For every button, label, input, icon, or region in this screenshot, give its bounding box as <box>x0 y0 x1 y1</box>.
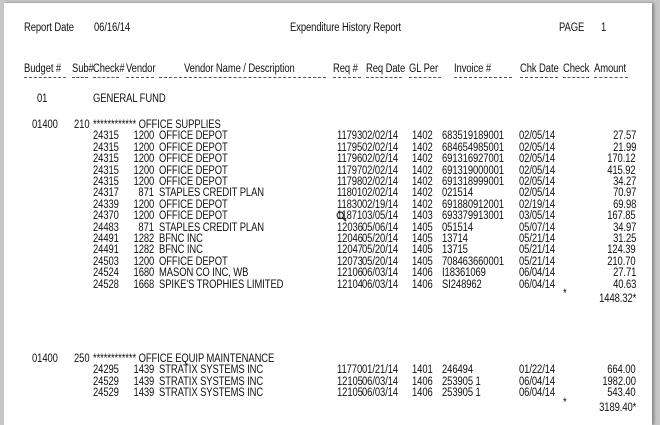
cell-check: 24529 <box>93 387 119 400</box>
group-name: ************ OFFICE SUPPLIES <box>93 119 221 131</box>
cell-chk-date: 05/21/14 <box>519 255 556 268</box>
cell-vendor: 1282 <box>133 233 154 245</box>
cell-amount: 69.98 <box>612 198 636 211</box>
cell-amount: 40.63 <box>612 278 636 291</box>
cell-chk-date: 02/05/14 <box>519 176 556 188</box>
header-rule <box>366 77 402 78</box>
fund-name: GENERAL FUND <box>93 93 166 105</box>
cell-vendor-name: STAPLES CREDIT PLAN <box>159 187 265 200</box>
cell-invoice: 246494 <box>442 364 473 377</box>
cell-amount: 664.00 <box>607 364 636 377</box>
cell-gl-per: 1406 <box>412 375 433 388</box>
cell-invoice: SI248962 <box>442 278 482 291</box>
report-title: Expenditure History Report <box>290 22 402 34</box>
cell-chk-date: 05/07/14 <box>519 221 556 234</box>
cell-gl-per: 1403 <box>412 210 433 223</box>
group-sub: 250 <box>74 353 90 365</box>
cell-chk-date: 05/21/14 <box>519 244 556 257</box>
subtotal-marker: * <box>563 396 567 409</box>
header-rule <box>159 77 326 78</box>
cell-req-date: 01/21/14 <box>362 364 399 377</box>
group-budget: 01400 <box>32 119 58 131</box>
page-number: 1 <box>601 22 607 34</box>
cell-gl-per: 1406 <box>412 387 433 400</box>
col-chk-date: Chk Date <box>520 63 559 75</box>
cell-amount: 21.99 <box>612 141 636 154</box>
col-budget: Budget # <box>24 63 62 75</box>
cell-amount: 124.39 <box>607 244 636 257</box>
cell-chk-date: 06/04/14 <box>519 387 556 400</box>
subtotal-amount: 3189.40* <box>598 401 636 414</box>
cell-invoice: 708463660001 <box>442 255 504 268</box>
cell-req-date: 06/03/14 <box>362 375 399 388</box>
cell-invoice: 693379913001 <box>442 210 504 223</box>
cell-chk-date: 05/21/14 <box>519 233 556 245</box>
cell-vendor-name: OFFICE DEPOT <box>159 153 228 166</box>
cell-chk-date: 02/05/14 <box>519 153 556 166</box>
cell-amount: 27.71 <box>612 267 636 280</box>
cell-vendor-name: STAPLES CREDIT PLAN <box>159 221 265 234</box>
cell-vendor: 1200 <box>133 210 154 223</box>
cell-req: 12105 <box>337 387 363 400</box>
cell-vendor: 1200 <box>133 198 154 211</box>
cell-gl-per: 1402 <box>412 176 433 188</box>
cell-vendor: 1439 <box>133 364 154 377</box>
cell-amount: 70.97 <box>612 187 636 200</box>
cell-req: 12036 <box>337 221 363 234</box>
cell-vendor: 1200 <box>133 153 154 166</box>
col-gl-per: GL Per <box>409 63 439 75</box>
cell-req: 11797 <box>337 164 363 177</box>
cell-vendor-name: SPIKE'S TROPHIES LIMITED <box>159 278 284 291</box>
cell-check: 24483 <box>93 221 119 234</box>
cell-vendor-name: OFFICE DEPOT <box>159 198 228 211</box>
cell-check: 24315 <box>93 153 119 166</box>
cell-invoice: 253905 1 <box>442 375 481 388</box>
cell-gl-per: 1402 <box>412 153 433 166</box>
cell-req: 12105 <box>337 375 363 388</box>
report-date: 06/16/14 <box>94 22 131 34</box>
report-page <box>4 3 652 425</box>
cell-check: 24370 <box>93 210 119 223</box>
group-budget: 01400 <box>32 353 58 365</box>
cell-vendor-name: BFNC INC <box>159 244 203 257</box>
cell-gl-per: 1401 <box>412 364 433 377</box>
cell-vendor-name: OFFICE DEPOT <box>159 164 228 177</box>
col-invoice: Invoice # <box>454 63 492 75</box>
cell-check: 24315 <box>93 164 119 177</box>
subtotal-marker: * <box>563 288 567 300</box>
header-rule <box>24 77 66 78</box>
cell-req: 11798 <box>337 176 363 188</box>
header-rule <box>594 77 628 78</box>
header-rule <box>563 77 589 78</box>
cell-chk-date: 06/04/14 <box>519 375 556 388</box>
cell-check: 24491 <box>93 244 119 257</box>
cell-amount: 415.92 <box>607 164 636 177</box>
subtotal-amount: 1448.32* <box>598 293 636 305</box>
cell-vendor-name: OFFICE DEPOT <box>159 255 228 268</box>
cell-amount: 170.12 <box>607 153 636 166</box>
cell-check: 24503 <box>93 255 119 268</box>
cell-chk-date: 02/19/14 <box>519 198 556 211</box>
cell-gl-per: 1402 <box>412 198 433 211</box>
cell-vendor: 1439 <box>133 387 154 400</box>
cell-req-date: 02/02/14 <box>362 130 399 143</box>
group-sub: 210 <box>74 119 90 131</box>
cell-invoice: I18361069 <box>442 267 486 280</box>
cell-gl-per: 1406 <box>412 278 433 291</box>
cell-invoice: 253905 1 <box>442 387 481 400</box>
cell-gl-per: 1402 <box>412 130 433 143</box>
cell-invoice: 691319000001 <box>442 164 504 177</box>
cell-invoice: 691316927001 <box>442 153 504 166</box>
page-label: PAGE <box>559 22 585 34</box>
cell-invoice: 13714 <box>442 233 468 245</box>
cell-vendor-name: STRATIX SYSTEMS INC <box>159 375 264 388</box>
cell-gl-per: 1402 <box>412 164 433 177</box>
cell-check: 24317 <box>93 187 119 200</box>
cell-vendor: 1282 <box>133 244 154 257</box>
cell-amount: 31.25 <box>612 233 636 245</box>
cell-req: 11793 <box>337 130 363 143</box>
cell-gl-per: 1405 <box>412 233 433 245</box>
cell-req-date: 06/03/14 <box>362 387 399 400</box>
header-rule <box>409 77 441 78</box>
cell-check: 24315 <box>93 176 119 188</box>
cell-chk-date: 01/22/14 <box>519 364 556 377</box>
cell-req: 12047 <box>337 244 363 257</box>
cell-invoice: 051514 <box>442 221 473 234</box>
cell-req-date: 05/06/14 <box>362 221 399 234</box>
cell-vendor-name: OFFICE DEPOT <box>159 130 228 143</box>
header-rule <box>454 77 512 78</box>
cell-vendor: 871 <box>138 221 154 234</box>
header-rule <box>93 77 119 78</box>
cell-check: 24315 <box>93 130 119 143</box>
cell-req: 11871 <box>337 210 363 223</box>
cell-vendor: 871 <box>138 187 154 200</box>
cell-vendor: 1200 <box>133 141 154 154</box>
cell-check: 24529 <box>93 375 119 388</box>
cell-invoice: 684654985001 <box>442 141 504 154</box>
cell-vendor-name: STRATIX SYSTEMS INC <box>159 364 264 377</box>
cell-req: 11770 <box>337 364 363 377</box>
col-check: Check# <box>93 63 125 75</box>
cell-vendor-name: MASON CO INC, WB <box>159 267 249 280</box>
cell-check: 24295 <box>93 364 119 377</box>
cell-vendor: 1668 <box>133 278 154 291</box>
cell-vendor: 1200 <box>133 130 154 143</box>
cell-chk-date: 02/05/14 <box>519 141 556 154</box>
cell-invoice: 691880912001 <box>442 198 504 211</box>
cell-gl-per: 1405 <box>412 244 433 257</box>
cell-req-date: 06/03/14 <box>362 267 399 280</box>
cell-amount: 27.57 <box>612 130 636 143</box>
cell-req: 11801 <box>337 187 363 200</box>
cell-req-date: 02/02/14 <box>362 153 399 166</box>
cell-req: 11795 <box>337 141 363 154</box>
cell-vendor: 1200 <box>133 176 154 188</box>
cell-req-date: 03/05/14 <box>362 210 399 223</box>
cell-check: 24315 <box>93 141 119 154</box>
header-rule <box>333 77 361 78</box>
cell-req-date: 02/02/14 <box>362 164 399 177</box>
cell-req-date: 05/20/14 <box>362 255 399 268</box>
cell-req-date: 02/02/14 <box>362 141 399 154</box>
cell-check: 24528 <box>93 278 119 291</box>
cell-vendor: 1680 <box>133 267 154 280</box>
cell-gl-per: 1406 <box>412 267 433 280</box>
cell-amount: 34.27 <box>612 176 636 188</box>
cell-chk-date: 02/05/14 <box>519 187 556 200</box>
cell-req: 12073 <box>337 255 363 268</box>
cell-req-date: 02/19/14 <box>362 198 399 211</box>
cell-chk-date: 02/05/14 <box>519 130 556 143</box>
cell-chk-date: 06/04/14 <box>519 267 556 280</box>
report-date-label: Report Date <box>24 22 74 34</box>
cell-vendor: 1200 <box>133 164 154 177</box>
cell-gl-per: 1405 <box>412 255 433 268</box>
cell-chk-date: 03/05/14 <box>519 210 556 223</box>
cell-invoice: 13715 <box>442 244 468 257</box>
cell-gl-per: 1402 <box>412 141 433 154</box>
cell-chk-date: 02/05/14 <box>519 164 556 177</box>
header-rule <box>520 77 558 78</box>
cell-amount: 1982.00 <box>602 375 636 388</box>
cell-req-date: 06/03/14 <box>362 278 399 291</box>
fund-code: 01 <box>37 93 48 105</box>
col-amount: Amount <box>594 63 627 75</box>
header-rule <box>72 77 88 78</box>
cell-req-date: 05/20/14 <box>362 244 399 257</box>
cell-vendor: 1439 <box>133 375 154 388</box>
col-vendor-name: Vendor Name / Description <box>184 63 295 75</box>
cell-vendor-name: OFFICE DEPOT <box>159 141 228 154</box>
cell-check: 24524 <box>93 267 119 280</box>
cell-vendor-name: OFFICE DEPOT <box>159 210 228 223</box>
col-req-date: Req Date <box>366 63 406 75</box>
cell-chk-date: 06/04/14 <box>519 278 556 291</box>
cell-invoice: 683519189001 <box>442 130 504 143</box>
cell-req-date: 02/02/14 <box>362 176 399 188</box>
cell-invoice: 691318999001 <box>442 176 504 188</box>
cell-gl-per: 1405 <box>412 221 433 234</box>
col-vendor: Vendor <box>126 63 156 75</box>
cell-vendor-name: STRATIX SYSTEMS INC <box>159 387 264 400</box>
col-check-amount: Check <box>563 63 590 75</box>
cell-req: 11796 <box>337 153 363 166</box>
cell-invoice: 021514 <box>442 187 473 200</box>
cell-vendor-name: OFFICE DEPOT <box>159 176 228 188</box>
header-rule <box>126 77 154 78</box>
cell-amount: 34.97 <box>612 221 636 234</box>
cell-check: 24491 <box>93 233 119 245</box>
group-name: ************ OFFICE EQUIP MAINTENANCE <box>93 353 275 365</box>
cell-amount: 167.85 <box>607 210 636 223</box>
cell-vendor-name: BFNC INC <box>159 233 203 245</box>
cell-req: 12104 <box>337 278 363 291</box>
col-req: Req # <box>333 63 358 75</box>
col-sub: Sub# <box>72 63 94 75</box>
cell-check: 24339 <box>93 198 119 211</box>
cell-req-date: 02/02/14 <box>362 187 399 200</box>
cell-req-date: 05/20/14 <box>362 233 399 245</box>
cell-req: 12106 <box>337 267 363 280</box>
cell-amount: 210.70 <box>607 255 636 268</box>
cell-vendor: 1200 <box>133 255 154 268</box>
cell-req: 12046 <box>337 233 363 245</box>
cell-req: 11830 <box>337 198 363 211</box>
cell-gl-per: 1402 <box>412 187 433 200</box>
cell-amount: 543.40 <box>607 387 636 400</box>
